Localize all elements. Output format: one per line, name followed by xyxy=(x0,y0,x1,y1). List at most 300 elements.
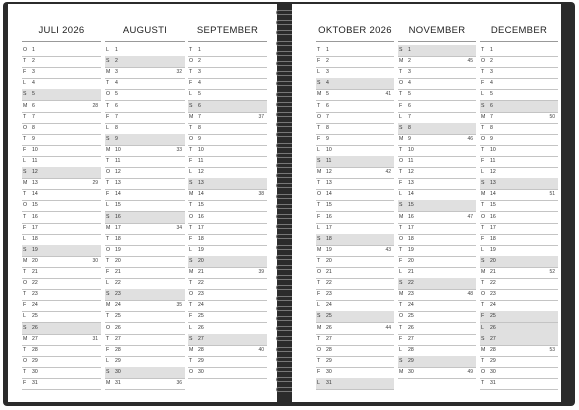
weekday-letter: L xyxy=(481,169,484,176)
weekday-letter: M xyxy=(106,69,111,76)
weekday-letter: S xyxy=(399,357,403,364)
weekday-letter: T xyxy=(317,202,321,209)
day-number: 12 xyxy=(32,169,38,176)
day-number: 26 xyxy=(115,324,121,331)
week-number: 48 xyxy=(467,291,473,298)
day-number: 13 xyxy=(490,180,496,187)
week-number: 41 xyxy=(385,91,391,98)
day-number: 6 xyxy=(326,102,329,109)
day-number: 3 xyxy=(115,69,118,76)
day-number: 31 xyxy=(115,380,121,386)
day-number: 10 xyxy=(408,146,414,153)
day-number: 1 xyxy=(115,47,118,53)
day-number: 19 xyxy=(198,246,204,253)
day-number: 24 xyxy=(408,302,414,309)
weekday-letter: T xyxy=(481,69,485,76)
day-number: 28 xyxy=(32,346,38,353)
week-number: 29 xyxy=(92,180,98,187)
weekday-letter: S xyxy=(106,58,110,65)
day-number: 26 xyxy=(490,324,496,331)
weekday-letter: S xyxy=(399,47,403,53)
day-number: 23 xyxy=(115,291,121,298)
weekday-letter: L xyxy=(399,191,402,198)
month-title-rule xyxy=(188,41,267,42)
weekday-letter: F xyxy=(189,80,193,87)
day-number: 20 xyxy=(490,257,496,264)
day-number: 19 xyxy=(490,246,496,253)
day-number: 20 xyxy=(198,257,204,264)
weekday-letter: S xyxy=(23,91,27,98)
weekday-letter: M xyxy=(317,91,322,98)
day-number: 21 xyxy=(198,269,204,275)
month-column-november xyxy=(398,4,476,402)
weekday-letter: T xyxy=(106,335,110,342)
right-page xyxy=(292,4,561,402)
day-number: 10 xyxy=(490,146,496,153)
day-number: 4 xyxy=(408,80,411,87)
day-number: 3 xyxy=(198,69,201,76)
weekday-letter: O xyxy=(399,158,404,164)
weekday-letter: F xyxy=(481,80,485,87)
weekday-letter: L xyxy=(317,146,320,153)
day-number: 11 xyxy=(408,158,414,164)
day-number: 27 xyxy=(326,335,332,342)
weekday-letter: M xyxy=(399,135,404,142)
weekday-letter: L xyxy=(106,357,109,364)
day-number: 24 xyxy=(32,302,38,309)
weekday-letter: T xyxy=(481,224,485,231)
day-number: 12 xyxy=(115,169,121,176)
weekday-letter: L xyxy=(106,124,109,131)
day-number: 22 xyxy=(326,280,332,287)
month-title-rule xyxy=(105,41,185,42)
day-number: 6 xyxy=(408,102,411,109)
day-number: 21 xyxy=(408,269,414,275)
weekday-letter: O xyxy=(317,113,322,120)
month-title-rule xyxy=(480,41,558,42)
day-number: 16 xyxy=(408,213,414,220)
day-number: 16 xyxy=(490,213,496,220)
day-number: 23 xyxy=(408,291,414,298)
weekday-letter: L xyxy=(399,346,402,353)
weekday-letter: O xyxy=(481,58,486,65)
month-column-october xyxy=(316,4,394,402)
weekday-letter: L xyxy=(317,224,320,231)
weekday-letter: T xyxy=(317,357,321,364)
day-number: 29 xyxy=(115,357,121,364)
day-number: 21 xyxy=(32,269,38,275)
weekday-letter: L xyxy=(106,202,109,209)
weekday-letter: F xyxy=(189,158,193,164)
weekday-letter: M xyxy=(317,169,322,176)
day-number: 17 xyxy=(198,224,204,231)
weekday-letter: L xyxy=(23,313,26,320)
weekday-letter: T xyxy=(317,280,321,287)
day-number: 25 xyxy=(198,313,204,320)
weekday-letter: T xyxy=(481,202,485,209)
day-number: 23 xyxy=(490,291,496,298)
weekday-letter: S xyxy=(23,324,27,331)
weekday-letter: L xyxy=(481,324,484,331)
weekday-letter: T xyxy=(481,124,485,131)
day-number: 18 xyxy=(490,235,496,242)
day-number: 23 xyxy=(198,291,204,298)
day-number: 24 xyxy=(326,302,332,309)
day-number: 25 xyxy=(490,313,496,320)
day-number: 18 xyxy=(32,235,38,242)
day-number: 12 xyxy=(490,169,496,176)
weekday-letter: O xyxy=(481,213,486,220)
day-number: 12 xyxy=(198,169,204,176)
day-number: 1 xyxy=(198,47,201,53)
day-number: 1 xyxy=(490,47,493,53)
week-number: 39 xyxy=(258,269,264,275)
month-column-september xyxy=(188,4,267,402)
day-number: 10 xyxy=(326,146,332,153)
month-title: NOVEMBER xyxy=(408,25,466,36)
day-number: 24 xyxy=(490,302,496,309)
weekday-letter: T xyxy=(23,135,27,142)
weekday-letter: O xyxy=(481,291,486,298)
weekday-letter: S xyxy=(106,213,110,220)
day-number: 6 xyxy=(490,102,493,109)
weekday-letter: T xyxy=(317,102,321,109)
weekday-letter: S xyxy=(23,246,27,253)
weekday-letter: L xyxy=(23,235,26,242)
weekday-letter: O xyxy=(317,191,322,198)
day-number: 15 xyxy=(115,202,121,209)
day-number: 16 xyxy=(115,213,121,220)
weekday-letter: S xyxy=(481,335,485,342)
day-number: 25 xyxy=(115,313,121,320)
day-number: 5 xyxy=(408,91,411,98)
day-number: 19 xyxy=(115,246,121,253)
day-number: 26 xyxy=(198,324,204,331)
day-row xyxy=(480,378,558,390)
weekday-letter: T xyxy=(106,80,110,87)
weekday-letter: O xyxy=(23,280,28,287)
day-number: 15 xyxy=(408,202,414,209)
weekday-letter: T xyxy=(399,146,403,153)
weekday-letter: M xyxy=(399,213,404,220)
weekday-letter: F xyxy=(317,368,321,375)
day-number: 6 xyxy=(115,102,118,109)
day-number: 31 xyxy=(32,380,38,386)
week-number: 32 xyxy=(176,69,182,76)
day-number: 1 xyxy=(408,47,411,53)
weekday-letter: O xyxy=(399,80,404,87)
week-number: 47 xyxy=(467,213,473,220)
day-number: 14 xyxy=(198,191,204,198)
day-number: 20 xyxy=(408,257,414,264)
day-number: 2 xyxy=(408,58,411,65)
weekday-letter: M xyxy=(189,113,194,120)
weekday-letter: T xyxy=(399,169,403,176)
day-number: 26 xyxy=(326,324,332,331)
weekday-letter: T xyxy=(481,47,485,53)
weekday-letter: M xyxy=(23,102,28,109)
weekday-letter: T xyxy=(189,47,193,53)
day-number: 22 xyxy=(408,280,414,287)
weekday-letter: T xyxy=(481,146,485,153)
day-number: 14 xyxy=(490,191,496,198)
day-number: 3 xyxy=(490,69,493,76)
month-title: SEPTEMBER xyxy=(196,25,259,36)
weekday-letter: F xyxy=(317,291,321,298)
weekday-letter: L xyxy=(23,158,26,164)
weekday-letter: S xyxy=(106,135,110,142)
month-title: JULI 2026 xyxy=(38,25,85,36)
weekday-letter: O xyxy=(189,368,194,375)
day-number: 4 xyxy=(490,80,493,87)
day-number: 3 xyxy=(32,69,35,76)
day-number: 2 xyxy=(198,58,201,65)
weekday-letter: S xyxy=(481,257,485,264)
month-column-august xyxy=(105,4,185,402)
day-number: 2 xyxy=(32,58,35,65)
weekday-letter: T xyxy=(106,235,110,242)
weekday-letter: T xyxy=(189,202,193,209)
weekday-letter: T xyxy=(106,257,110,264)
day-number: 25 xyxy=(408,313,414,320)
day-number: 14 xyxy=(115,191,121,198)
week-number: 49 xyxy=(467,368,473,375)
weekday-letter: F xyxy=(23,224,27,231)
day-number: 20 xyxy=(115,257,121,264)
day-number: 11 xyxy=(326,158,332,164)
weekday-letter: M xyxy=(106,146,111,153)
day-number: 22 xyxy=(490,280,496,287)
weekday-letter: M xyxy=(481,113,486,120)
weekday-letter: O xyxy=(317,346,322,353)
weekday-letter: F xyxy=(189,313,193,320)
weekday-letter: T xyxy=(399,324,403,331)
day-number: 31 xyxy=(326,380,332,386)
weekday-letter: O xyxy=(106,91,111,98)
day-number: 26 xyxy=(32,324,38,331)
weekday-letter: T xyxy=(399,224,403,231)
weekday-letter: T xyxy=(317,257,321,264)
weekday-letter: O xyxy=(106,169,111,176)
weekday-letter: F xyxy=(481,313,485,320)
weekday-letter: T xyxy=(189,224,193,231)
weekday-letter: O xyxy=(189,135,194,142)
day-number: 29 xyxy=(326,357,332,364)
weekday-letter: T xyxy=(106,313,110,320)
day-number: 23 xyxy=(326,291,332,298)
day-number: 25 xyxy=(326,313,332,320)
week-number: 45 xyxy=(467,58,473,65)
day-number: 17 xyxy=(326,224,332,231)
weekday-letter: L xyxy=(317,380,320,386)
weekday-letter: F xyxy=(23,302,27,309)
day-number: 23 xyxy=(32,291,38,298)
weekday-letter: O xyxy=(481,368,486,375)
weekday-letter: T xyxy=(23,346,27,353)
weekday-letter: F xyxy=(399,335,403,342)
day-number: 30 xyxy=(198,368,204,375)
weekday-letter: L xyxy=(189,91,192,98)
month-column-july xyxy=(22,4,101,402)
weekday-letter: O xyxy=(189,213,194,220)
weekday-letter: M xyxy=(23,257,28,264)
day-number: 8 xyxy=(115,124,118,131)
day-number: 4 xyxy=(326,80,329,87)
weekday-letter: L xyxy=(481,91,484,98)
day-number: 21 xyxy=(115,269,121,275)
day-number: 21 xyxy=(490,269,496,275)
day-number: 9 xyxy=(32,135,35,142)
day-number: 22 xyxy=(32,280,38,287)
day-row xyxy=(398,367,476,379)
day-number: 5 xyxy=(490,91,493,98)
day-number: 2 xyxy=(326,58,329,65)
day-number: 10 xyxy=(198,146,204,153)
weekday-letter: T xyxy=(23,291,27,298)
month-title-rule xyxy=(398,41,476,42)
day-number: 11 xyxy=(490,158,496,164)
day-number: 24 xyxy=(115,302,121,309)
weekday-letter: M xyxy=(317,324,322,331)
month-title: DECEMBER xyxy=(490,25,548,36)
week-number: 52 xyxy=(549,269,555,275)
day-number: 27 xyxy=(198,335,204,342)
day-number: 29 xyxy=(408,357,414,364)
weekday-letter: T xyxy=(399,91,403,98)
day-number: 7 xyxy=(198,113,201,120)
day-number: 31 xyxy=(490,380,496,386)
day-number: 17 xyxy=(115,224,121,231)
weekday-letter: S xyxy=(481,180,485,187)
weekday-letter: F xyxy=(317,58,321,65)
weekday-letter: M xyxy=(481,346,486,353)
weekday-letter: T xyxy=(23,58,27,65)
day-number: 27 xyxy=(32,335,38,342)
weekday-letter: O xyxy=(189,58,194,65)
day-number: 16 xyxy=(32,213,38,220)
day-number: 16 xyxy=(198,213,204,220)
day-number: 16 xyxy=(326,213,332,220)
weekday-letter: M xyxy=(481,269,486,275)
weekday-letter: T xyxy=(23,269,27,275)
day-number: 17 xyxy=(408,224,414,231)
weekday-letter: S xyxy=(189,102,193,109)
weekday-letter: M xyxy=(23,180,28,187)
weekday-letter: L xyxy=(481,246,484,253)
week-number: 33 xyxy=(176,146,182,153)
day-number: 27 xyxy=(490,335,496,342)
weekday-letter: T xyxy=(23,113,27,120)
day-number: 12 xyxy=(408,169,414,176)
day-number: 9 xyxy=(115,135,118,142)
day-number: 27 xyxy=(115,335,121,342)
day-number: 13 xyxy=(198,180,204,187)
day-number: 7 xyxy=(32,113,35,120)
day-number: 15 xyxy=(198,202,204,209)
day-number: 29 xyxy=(490,357,496,364)
day-number: 18 xyxy=(115,235,121,242)
weekday-letter: M xyxy=(481,191,486,198)
week-number: 40 xyxy=(258,346,264,353)
left-page xyxy=(8,4,277,402)
month-column-december xyxy=(480,4,558,402)
week-number: 34 xyxy=(176,224,182,231)
weekday-letter: T xyxy=(189,280,193,287)
day-number: 14 xyxy=(326,191,332,198)
day-number: 28 xyxy=(198,346,204,353)
day-number: 15 xyxy=(32,202,38,209)
weekday-letter: O xyxy=(317,269,322,275)
day-number: 28 xyxy=(326,346,332,353)
weekday-letter: S xyxy=(399,280,403,287)
weekday-letter: L xyxy=(399,113,402,120)
week-number: 36 xyxy=(176,380,182,386)
day-number: 7 xyxy=(115,113,118,120)
week-number: 44 xyxy=(385,324,391,331)
weekday-letter: M xyxy=(189,346,194,353)
weekday-letter: L xyxy=(106,47,109,53)
day-number: 28 xyxy=(408,346,414,353)
weekday-letter: M xyxy=(189,269,194,275)
day-number: 20 xyxy=(326,257,332,264)
day-number: 2 xyxy=(115,58,118,65)
day-number: 13 xyxy=(326,180,332,187)
weekday-letter: O xyxy=(481,135,486,142)
weekday-letter: M xyxy=(189,191,194,198)
weekday-letter: L xyxy=(189,246,192,253)
weekday-letter: L xyxy=(23,80,26,87)
day-number: 7 xyxy=(408,113,411,120)
weekday-letter: F xyxy=(189,235,193,242)
day-number: 1 xyxy=(326,47,329,53)
weekday-letter: S xyxy=(399,124,403,131)
weekday-letter: M xyxy=(317,246,322,253)
weekday-letter: T xyxy=(106,158,110,164)
week-number: 51 xyxy=(549,191,555,198)
weekday-letter: T xyxy=(399,246,403,253)
day-number: 5 xyxy=(326,91,329,98)
day-number: 8 xyxy=(32,124,35,131)
weekday-letter: T xyxy=(189,124,193,131)
day-number: 12 xyxy=(326,169,332,176)
day-number: 28 xyxy=(115,346,121,353)
weekday-letter: O xyxy=(23,124,28,131)
month-title: AUGUSTI xyxy=(122,25,168,36)
day-number: 10 xyxy=(32,146,38,153)
day-number: 7 xyxy=(326,113,329,120)
day-number: 15 xyxy=(490,202,496,209)
month-title-rule xyxy=(316,41,394,42)
weekday-letter: S xyxy=(189,180,193,187)
weekday-letter: O xyxy=(106,246,111,253)
day-number: 8 xyxy=(490,124,493,131)
weekday-letter: F xyxy=(399,102,403,109)
day-number: 22 xyxy=(115,280,121,287)
day-number: 19 xyxy=(326,246,332,253)
day-number: 8 xyxy=(198,124,201,131)
weekday-letter: T xyxy=(317,335,321,342)
weekday-letter: S xyxy=(189,257,193,264)
weekday-letter: T xyxy=(481,302,485,309)
day-number: 24 xyxy=(198,302,204,309)
day-number: 22 xyxy=(198,280,204,287)
day-number: 26 xyxy=(408,324,414,331)
day-number: 4 xyxy=(32,80,35,87)
weekday-letter: M xyxy=(399,368,404,375)
day-row xyxy=(188,367,267,379)
day-number: 13 xyxy=(408,180,414,187)
day-number: 5 xyxy=(198,91,201,98)
